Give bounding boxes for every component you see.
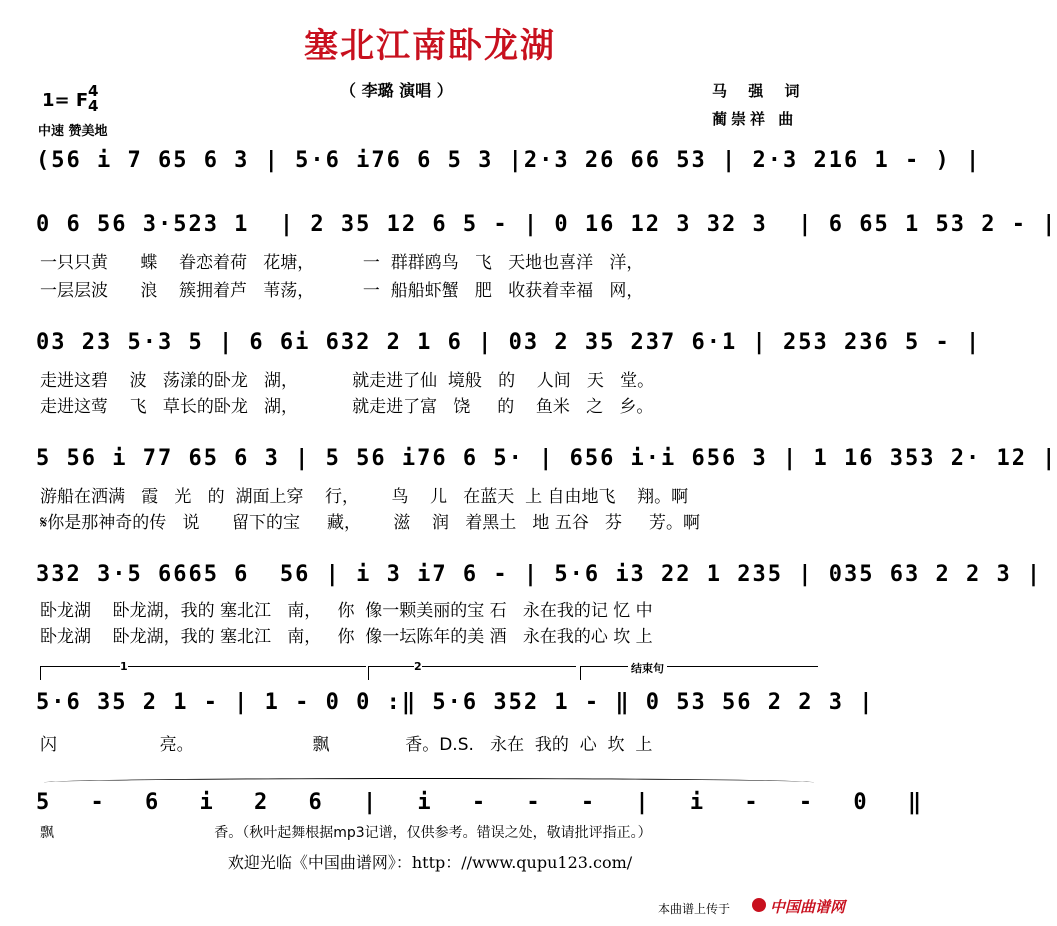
score-row-2-notes: 0 6 56 3·523 1 | 2 35 12 6 5 - | 0 16 12 3 32 3 | 6 65 1 53 2 - | — [36, 212, 1057, 237]
lyric-line: 闪 亮。 飘 香。D.S. 永在 我的 心 坎 上 — [40, 735, 653, 755]
second-ending-label: 2 — [414, 660, 422, 673]
score-row-7-notes: 5 - 6 i 2 6 | i - - - | i - - 0 ‖ — [36, 790, 936, 815]
lyric-line: 一层层波 浪 簇拥着芦 苇荡， 一 船船虾蟹 肥 收获着幸福 网， — [40, 281, 644, 301]
key-signature: 1= F — [42, 90, 89, 111]
lyric-line: 卧龙湖 卧龙湖，我的 塞北江 南， 你 像一坛陈年的美 酒 永在我的心 坎 上 — [40, 627, 653, 647]
composer-credit: 蔺崇祥 曲 — [712, 110, 798, 128]
lyric-line: 飘 香。（秋叶起舞根据mp3记谱，仅供参考。错误之处，敬请批评指正。） — [40, 825, 652, 841]
first-ending-bracket — [40, 666, 366, 667]
site-footer: 欢迎光临《中国曲谱网》：http：//www.qupu123.com/ — [227, 853, 633, 872]
brand-name: 中国曲谱网 — [770, 898, 846, 916]
tempo-marking: 中速 赞美地 — [38, 124, 108, 139]
page-title: 塞北江南卧龙湖 — [304, 26, 556, 66]
score-row-1-notes: (56 i 7 65 6 3 | 5·6 i76 6 5 3 |2·3 26 66 53 | 2·3 216 1 - ) | — [36, 148, 982, 173]
second-ending-bracket — [368, 666, 576, 667]
coda-bracket — [580, 666, 818, 667]
score-row-5-notes: 332 3·5 6665 6 56 | i 3 i7 6 - | 5·6 i3 22 1 235 | 035 63 2 2 3 | — [36, 562, 1043, 587]
brand-logo-icon — [752, 898, 766, 912]
lyric-line: 游船在洒满 霞 光 的 湖面上穿 行， 鸟 儿 在蓝天 上 自由地飞 翔。啊 — [40, 487, 689, 507]
ending-tick — [368, 666, 369, 680]
lyric-line: 𝄋你是那神奇的传 说 留下的宝 藏， 滋 润 着黑土 地 五谷 芬 芳。啊 — [40, 513, 701, 533]
lyricist-credit: 马 强 词 — [712, 82, 808, 100]
coda-label: 结束句 — [628, 660, 667, 676]
ending-tick — [580, 666, 581, 680]
time-signature-bottom: 4 — [88, 97, 99, 115]
tie-arc — [44, 778, 814, 787]
time-signature-top: 4 — [88, 82, 99, 100]
lyric-line: 走进这莺 飞 草长的卧龙 湖， 就走进了富 饶 的 鱼米 之 乡。 — [40, 397, 654, 417]
lyric-line: 一只只黄 蝶 眷恋着荷 花塘， 一 群群鸥鸟 飞 天地也喜洋 洋， — [40, 253, 644, 273]
score-row-6-notes: 5·6 35 2 1 - | 1 - 0 0 :‖ 5·6 352 1 - ‖ 0 53 56 2 2 3 | — [36, 690, 875, 715]
lyric-line: 走进这碧 波 荡漾的卧龙 湖， 就走进了仙 境般 的 人间 天 堂。 — [40, 371, 655, 391]
time-signature — [88, 84, 98, 114]
upload-label: 本曲谱上传于 — [658, 902, 731, 916]
performer-credit: （ 李璐 演唱 ） — [340, 81, 453, 100]
score-row-4-notes: 5 56 i 77 65 6 3 | 5 56 i76 6 5· | 656 i·i 656 3 | 1 16 353 2· 12 | — [36, 446, 1057, 471]
lyric-line: 卧龙湖 卧龙湖，我的 塞北江 南， 你 像一颗美丽的宝 石 永在我的记 忆 中 — [40, 601, 653, 621]
ending-tick — [40, 666, 41, 680]
first-ending-label: 1 — [120, 660, 128, 673]
score-row-3-notes: 03 23 5·3 5 | 6 6i 632 2 1 6 | 03 2 35 237 6·1 | 253 236 5 - | — [36, 330, 982, 355]
